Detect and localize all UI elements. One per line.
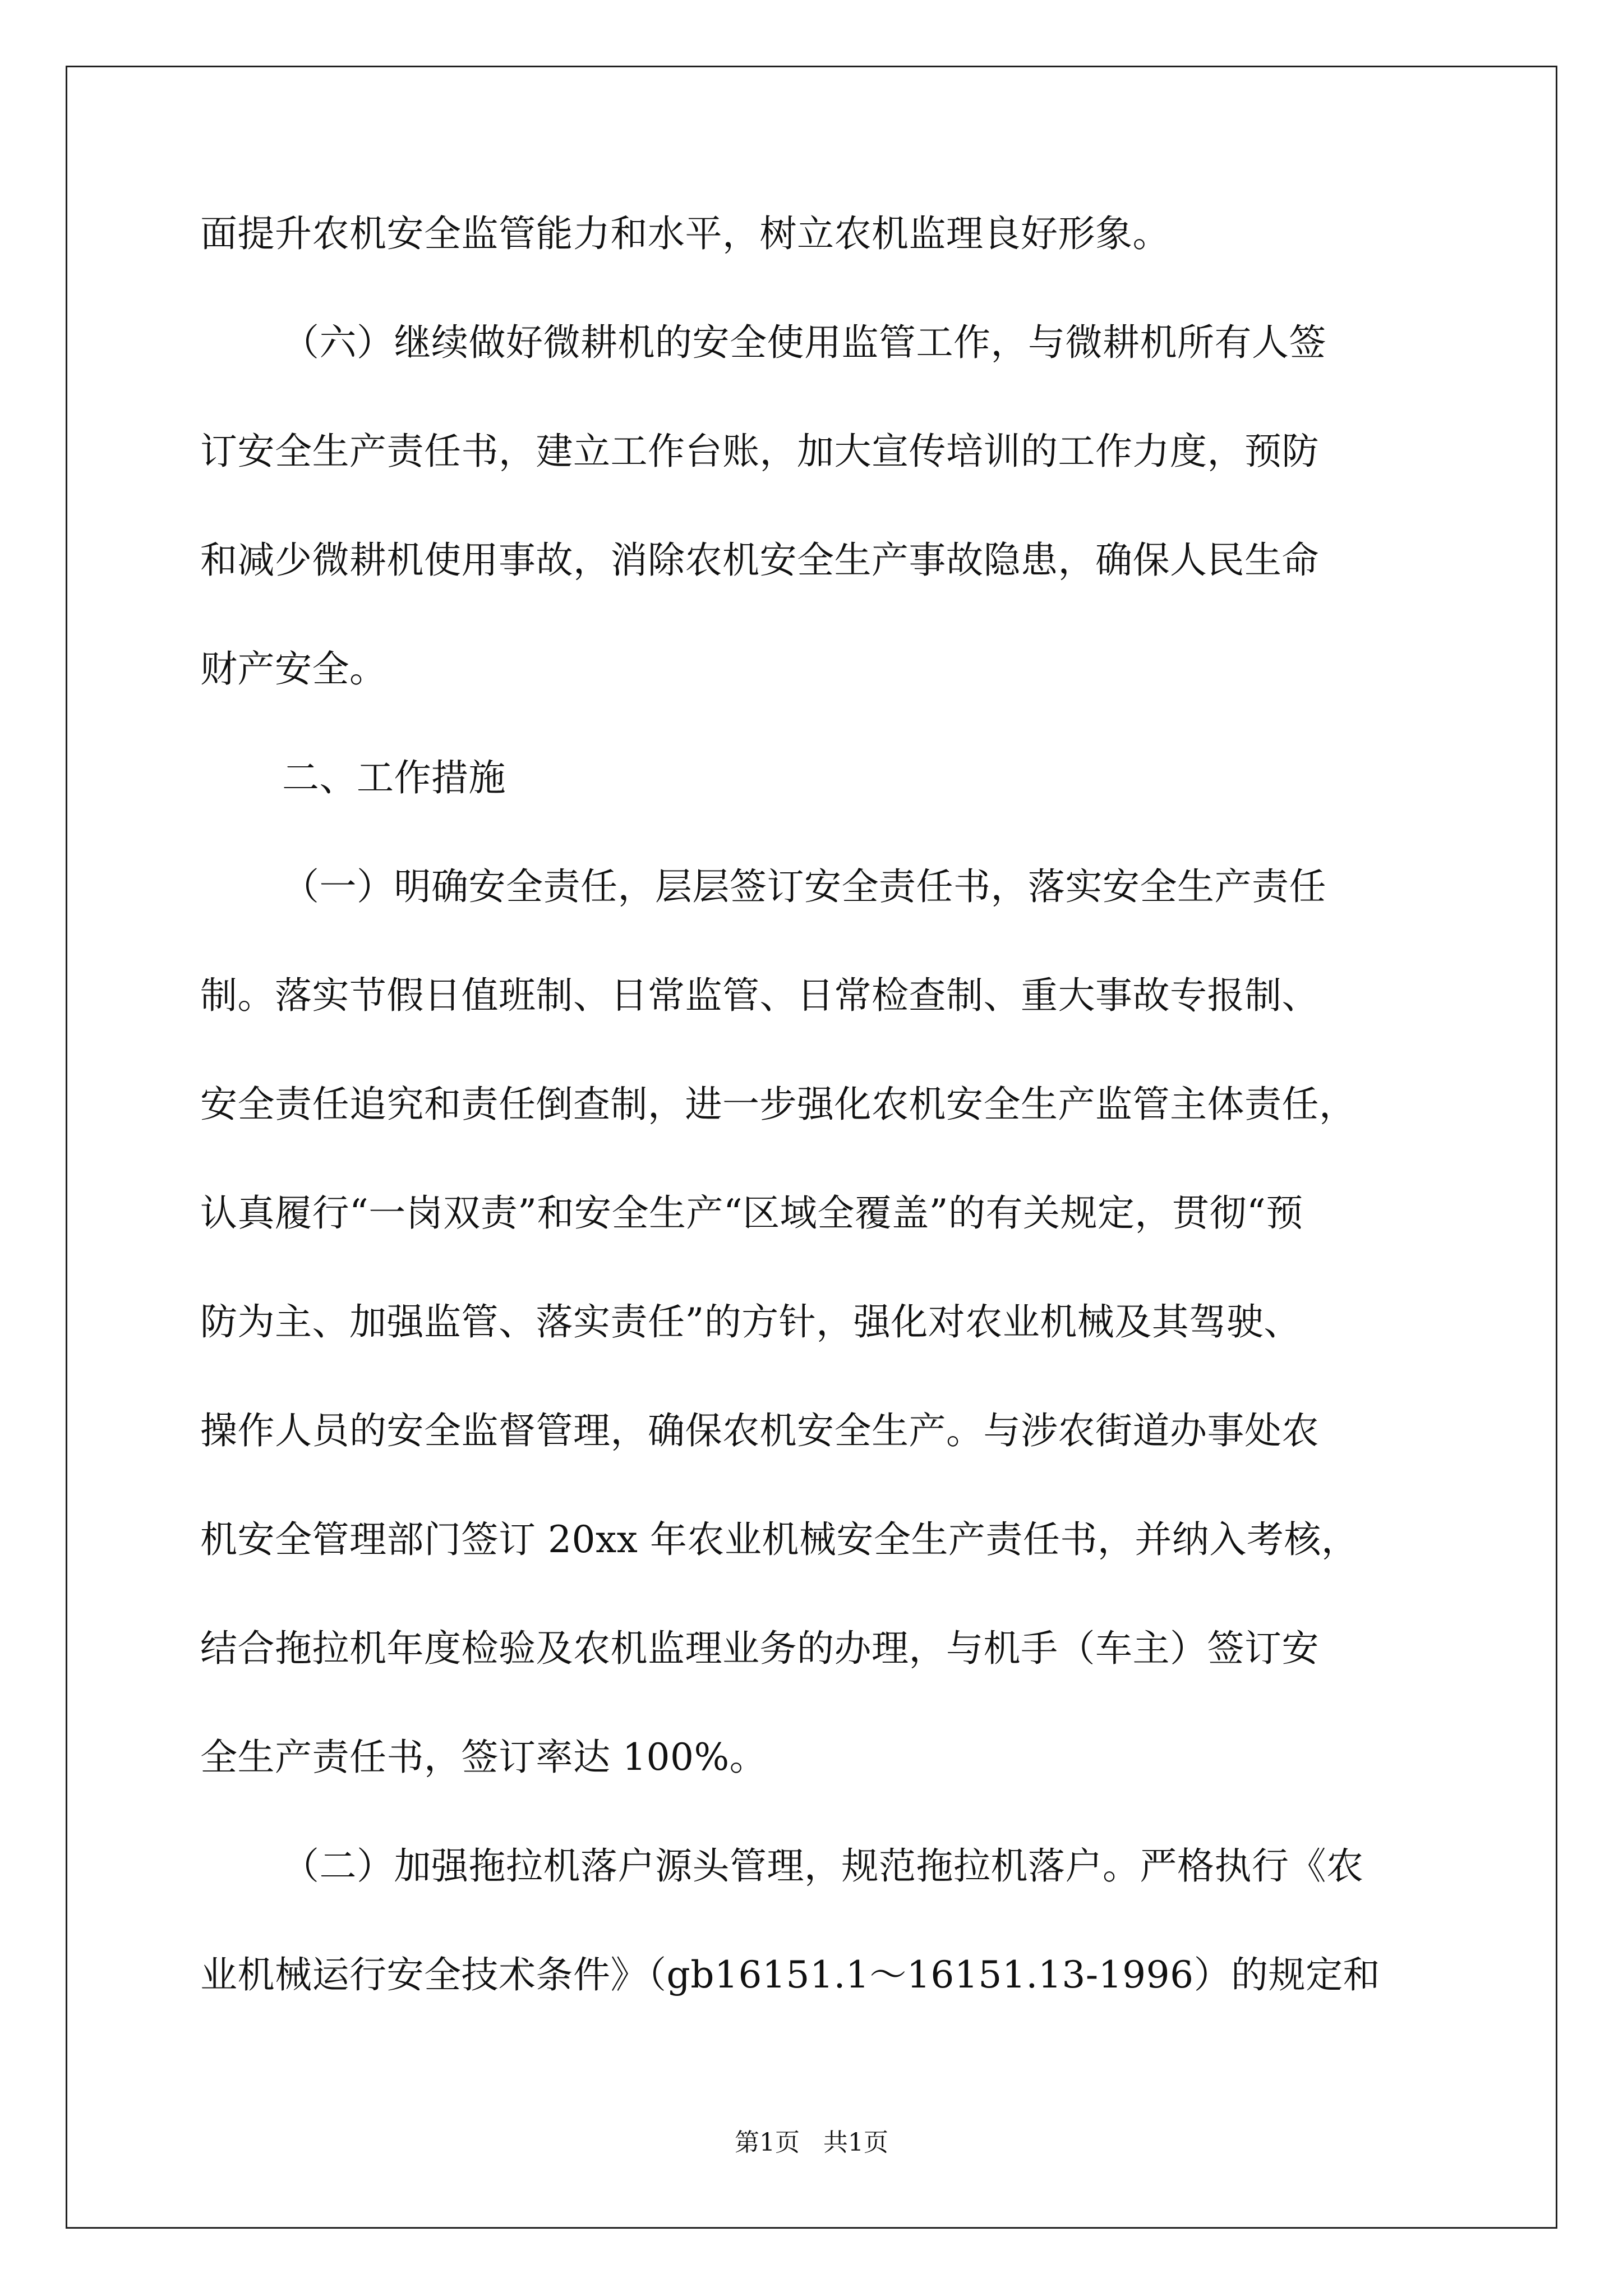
text-line: 认真履行“一岗双责”和安全生产“区域全覆盖”的有关规定，贯彻“预 (200, 1191, 1303, 1235)
text-line: （一）明确安全责任，层层签订安全责任书，落实安全生产责任 (282, 865, 1326, 908)
text-line: 结合拖拉机年度检验及农机监理业务的办理，与机手（车主）签订安 (200, 1627, 1319, 1670)
text-line: （二）加强拖拉机落户源头管理，规范拖拉机落户。严格执行《农 (282, 1844, 1364, 1888)
text-line: 防为主、加强监管、落实责任”的方针，强化对农业机械及其驾驶、 (200, 1300, 1301, 1343)
document-body (200, 214, 1423, 2064)
page-number: 第1页 共1页 (735, 2128, 888, 2157)
text-line: 面提升农机安全监管能力和水平，树立农机监理良好形象。 (200, 212, 1170, 255)
section-heading: 二、工作措施 (282, 756, 506, 799)
text-line: 机安全管理部门签订 20xx 年农业机械安全生产责任书，并纳入考核， (200, 1518, 1359, 1561)
text-line: 和减少微耕机使用事故，消除农机安全生产事故隐患，确保人民生命 (200, 539, 1319, 582)
text-line: 安全责任追究和责任倒查制，进一步强化农机安全生产监管主体责任， (200, 1083, 1357, 1126)
text-line: 业机械运行安全技术条件》（gb16151.1～16151.13-1996）的规定和 (200, 1953, 1381, 1996)
text-line: （六）继续做好微耕机的安全使用监管工作，与微耕机所有人签 (282, 321, 1326, 364)
text-line: 财产安全。 (200, 647, 387, 691)
text-line: 订安全生产责任书，建立工作台账，加大宣传培训的工作力度，预防 (200, 430, 1319, 473)
text-line: 制。落实节假日值班制、日常监管、日常检查制、重大事故专报制、 (200, 974, 1319, 1017)
text-line: 操作人员的安全监督管理，确保农机安全生产。与涉农街道办事处农 (200, 1409, 1319, 1452)
text-line: 全生产责任书，签订率达 100%。 (200, 1736, 767, 1779)
